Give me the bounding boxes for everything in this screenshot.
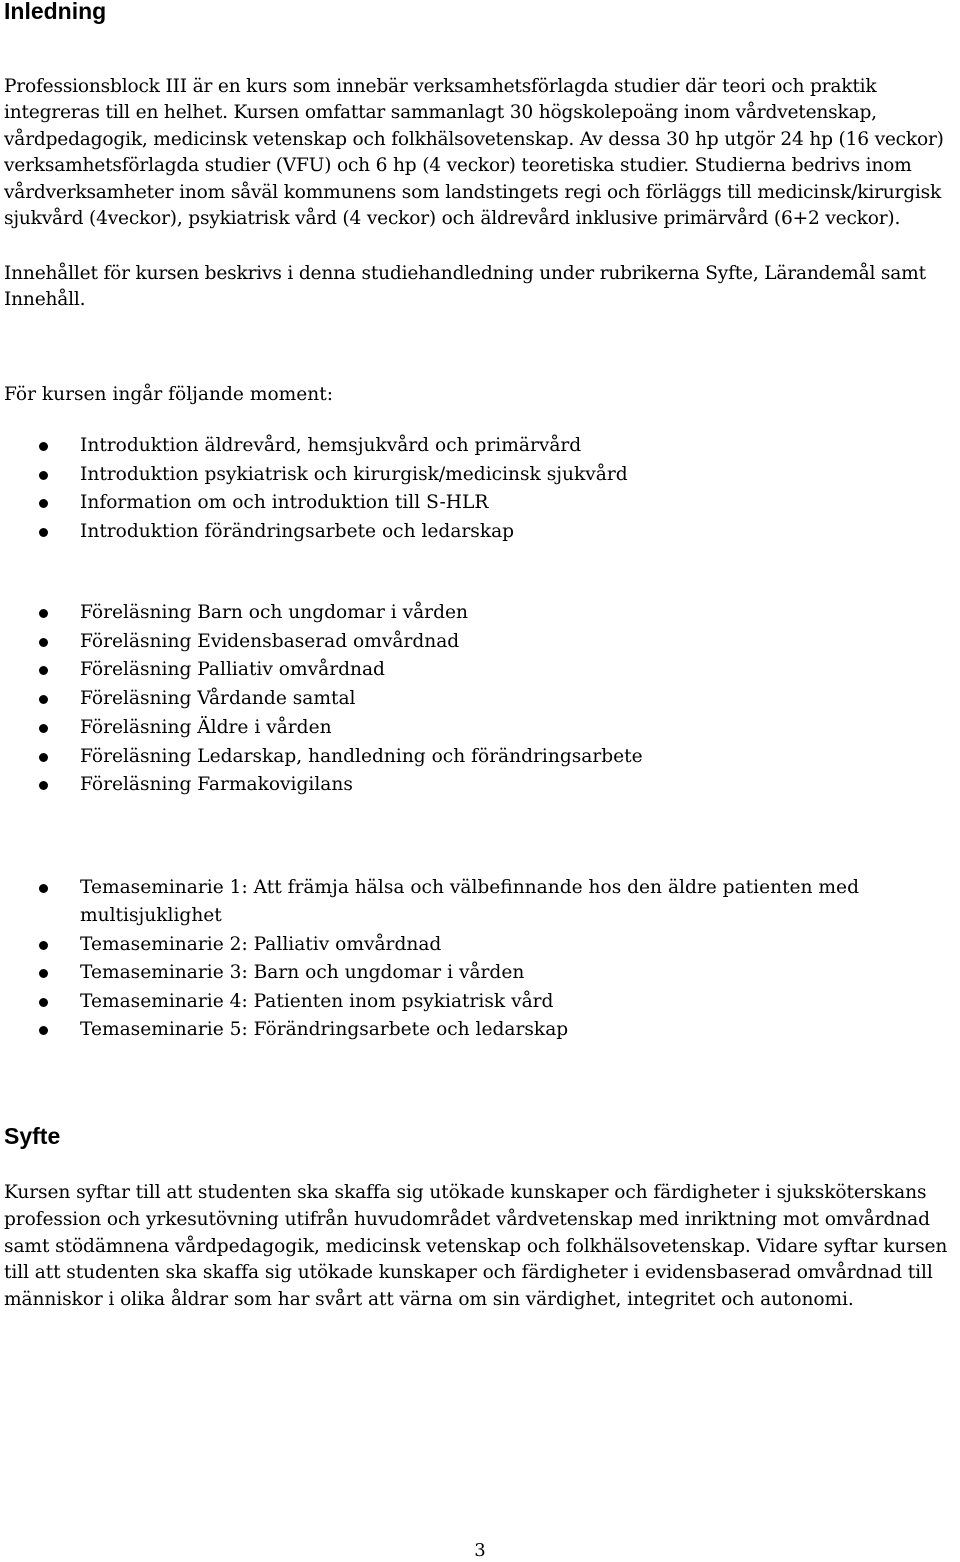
section-heading-syfte: Syfte xyxy=(4,1123,61,1149)
list-item: Introduktion förändringsarbete och ledarskap xyxy=(0,518,940,547)
section-heading-inledning: Inledning xyxy=(4,0,107,24)
list-item: Temaseminarie 4: Patienten inom psykiatrisk vård xyxy=(0,988,940,1016)
list-item: Temaseminarie 3: Barn och ungdomar i vården xyxy=(0,959,940,987)
list-item: Föreläsning Ledarskap, handledning och förändringsarbete xyxy=(0,743,940,772)
list-item: Introduktion psykiatrisk och kirurgisk/medicinsk sjukvård xyxy=(0,461,940,490)
list-item: Temaseminarie 1: Att främja hälsa och välbefinnande hos den äldre patienten med multisjuklighet xyxy=(0,874,940,931)
introductions-list xyxy=(0,432,960,547)
syfte-paragraph: Kursen syftar till att studenten ska skaffa sig utökade kunskaper och färdigheter i sjuksköterskans profession och yrkesutövning utifrån huvudområdet vårdvetenskap med inriktning mot omvårdnad samt stödämnena vårdpedagogik, medicinsk vetenskap och folkhälsovetenskap. Vidare syftar kursen till att studenten ska skaffa sig utökade kunskaper och färdigheter i evidensbaserad omvårdnad till människor i olika åldrar som har svårt att värna om sin värdighet, integritet och autonomi. xyxy=(4,1182,948,1311)
list-item: Temaseminarie 2: Palliativ omvårdnad xyxy=(0,931,940,959)
list-item: Föreläsning Äldre i vården xyxy=(0,714,940,743)
page-number: 3 xyxy=(474,1540,486,1561)
list-item: Temaseminarie 5: Förändringsarbete och ledarskap xyxy=(0,1016,940,1044)
list-item: Föreläsning Palliativ omvårdnad xyxy=(0,656,940,685)
lectures-list xyxy=(0,599,960,800)
list-item: Information om och introduktion till S-HLR xyxy=(0,489,940,518)
list-item: Föreläsning Vårdande samtal xyxy=(0,685,940,714)
list-item: Föreläsning Barn och ungdomar i vården xyxy=(0,599,940,628)
list-item: Föreläsning Farmakovigilans xyxy=(0,771,940,800)
moments-intro-text: För kursen ingår följande moment: xyxy=(4,384,333,405)
seminars-list xyxy=(0,874,960,1044)
intro-paragraph: Professionsblock III är en kurs som innebär verksamhetsförlagda studier där teori och praktik integreras till en helhet. Kursen omfattar sammanlagt 30 högskolepoäng inom vårdvetenskap, vårdpedagogik, medicinsk vetenskap och folkhälsovetenskap. Av dessa 30 hp utgör 24 hp (16 veckor) verksamhetsförlagda studier (VFU) och 6 hp (4 veckor) teoretiska studier. Studierna bedrivs inom vårdverksamheter inom såväl kommunens som landstingets regi och förläggs till medicinsk/kirurgisk sjukvård (4veckor), psykiatrisk vård (4 veckor) och äldrevård inklusive primärvård (6+2 veckor). xyxy=(4,76,944,230)
list-item: Föreläsning Evidensbaserad omvårdnad xyxy=(0,628,940,657)
intro-paragraph-2: Innehållet för kursen beskrivs i denna studiehandledning under rubrikerna Syfte, Lärandemål samt Innehåll. xyxy=(4,263,926,311)
list-item: Introduktion äldrevård, hemsjukvård och primärvård xyxy=(0,432,940,461)
